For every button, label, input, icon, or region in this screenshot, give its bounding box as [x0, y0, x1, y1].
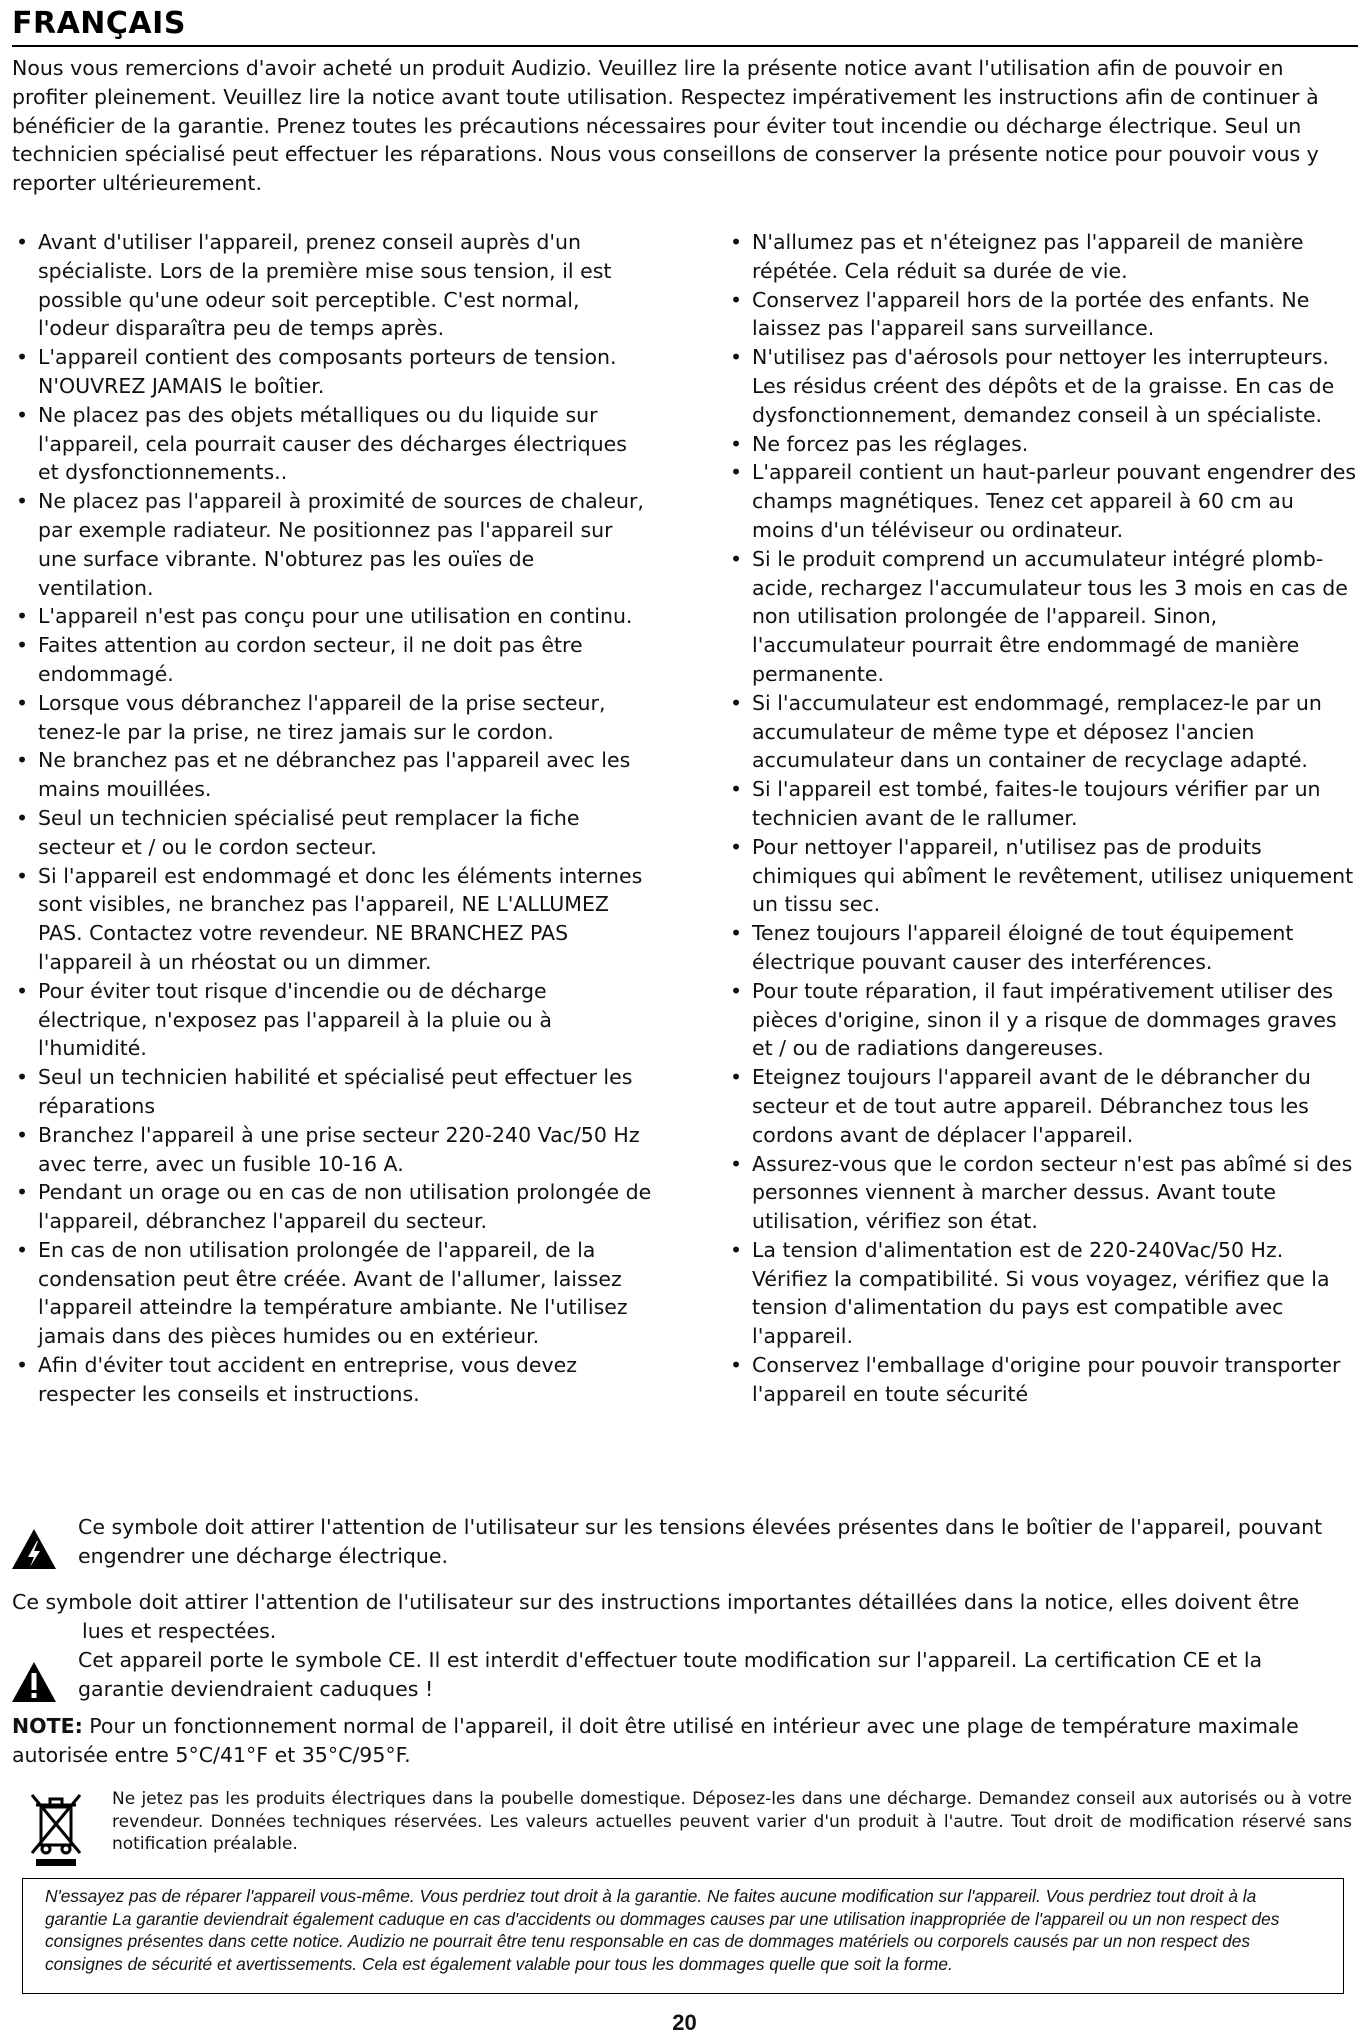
- warranty-box: [22, 1878, 1344, 1994]
- list-item: • Si l'appareil est tombé, faites-le toujours vérifier par un technicien avant de le rallumer.: [726, 775, 1356, 833]
- list-item: • Assurez-vous que le cordon secteur n'est pas abîmé si des personnes viennent à marcher dessus. Avant toute utilisation, vérifiez son état.: [726, 1150, 1356, 1236]
- list-item: • Faites attention au cordon secteur, il ne doit pas être endommagé.: [12, 631, 652, 689]
- list-item: • Tenez toujours l'appareil éloigné de tout équipement électrique pouvant causer des interférences.: [726, 919, 1356, 977]
- list-item: • Lorsque vous débranchez l'appareil de la prise secteur, tenez-le par la prise, ne tirez jamais sur le cordon.: [12, 689, 652, 747]
- note-label: NOTE:: [12, 1714, 83, 1738]
- instructions-notice: [12, 1588, 1352, 1646]
- note-paragraph: [12, 1712, 1352, 1770]
- list-item: • L'appareil contient un haut-parleur pouvant engendrer des champs magnétiques. Tenez cet appareil à 60 cm au moins d'un téléviseur ou ordinateur.: [726, 458, 1356, 544]
- note-text: Pour un fonctionnement normal de l'appareil, il doit être utilisé en intérieur avec une plage de température maximale autorisée entre 5°C/41°F et 35°C/95°F.: [12, 1714, 1299, 1767]
- instructions-text-line2: lues et respectées.: [82, 1618, 277, 1643]
- list-item: • Ne branchez pas et ne débranchez pas l'appareil avec les mains mouillées.: [12, 746, 652, 804]
- list-item: • Conservez l'appareil hors de la portée des enfants. Ne laissez pas l'appareil sans surveillance.: [726, 286, 1356, 344]
- list-item: • Ne placez pas des objets métalliques ou du liquide sur l'appareil, cela pourrait causer des décharges électriques et dysfonctionnements..: [12, 401, 652, 487]
- safety-list-right: [726, 228, 1356, 1409]
- page-title: FRANÇAIS: [12, 6, 186, 41]
- list-item: • Pour nettoyer l'appareil, n'utilisez pas de produits chimiques qui abîment le revêtement, utilisez uniquement un tissu sec.: [726, 833, 1356, 919]
- list-item: • Eteignez toujours l'appareil avant de le débrancher du secteur et de tout autre appareil. Débranchez tous les cordons avant de déplacer l'appareil.: [726, 1063, 1356, 1149]
- warranty-text: N'essayez pas de réparer l'appareil vous-même. Vous perdriez tout droit à la garantie. Ne faites aucune modification sur l'appareil. Vous perdriez tout droit à la garantie La garantie deviendrait également caduque en cas d'accidents ou dommages causes par une utilisation inappropriée de l'appareil ou un non respect des consignes présentes dans cette notice. Audizio ne pourrait être tenu responsable en cas de dommages matériels ou corporels causés par un non respect des consignes de sécurité et avertissements. Cela est également valable pour tous les dommages quelle que soit la forme.: [45, 1886, 1280, 1974]
- instructions-text-line1: Ce symbole doit attirer l'attention de l'utilisateur sur des instructions importantes détaillées dans la notice, elles doivent être: [12, 1590, 1300, 1614]
- disposal-text: Ne jetez pas les produits électriques dans la poubelle domestique. Déposez-les dans une décharge. Demandez conseil aux autorisés ou à votre revendeur. Données techniques réservées. Les valeurs actuelles peuvent varier d'un produit à l'autre. Tout droit de modification réservé sans notification préalable.: [112, 1789, 1352, 1854]
- safety-list-left: [12, 228, 652, 1409]
- list-item: • Afin d'éviter tout accident en entreprise, vous devez respecter les conseils et instructions.: [12, 1351, 652, 1409]
- list-item: • N'utilisez pas d'aérosols pour nettoyer les interrupteurs. Les résidus créent des dépôts et de la graisse. En cas de dysfonctionnement, demandez conseil à un spécialiste.: [726, 343, 1356, 429]
- exclamation-warning-icon: [10, 1660, 58, 1704]
- list-item: • Seul un technicien spécialisé peut remplacer la fiche secteur et / ou le cordon secteur.: [12, 804, 652, 862]
- ce-text: Cet appareil porte le symbole CE. Il est interdit d'effectuer toute modification sur l'appareil. La certification CE et la garantie deviendraient caduques !: [78, 1648, 1263, 1701]
- list-item: • Avant d'utiliser l'appareil, prenez conseil auprès d'un spécialiste. Lors de la première mise sous tension, il est possible qu'une odeur soit perceptible. C'est normal, l'odeur disparaîtra peu de temps après.: [12, 228, 652, 343]
- list-item: • Si l'accumulateur est endommagé, remplacez-le par un accumulateur de même type et déposez l'ancien accumulateur dans un container de recyclage adapté.: [726, 689, 1356, 775]
- lightning-warning-icon: [10, 1527, 58, 1571]
- list-item: • En cas de non utilisation prolongée de l'appareil, de la condensation peut être créée. Avant de l'allumer, laissez l'appareil atteindre la température ambiante. Ne l'utilisez jamais dans des pièces humides ou en extérieur.: [12, 1236, 652, 1351]
- list-item: • Ne forcez pas les réglages.: [726, 430, 1356, 459]
- high-voltage-notice: [8, 1513, 1358, 1573]
- title-divider: [12, 45, 1358, 47]
- weee-bin-icon: [26, 1787, 86, 1867]
- ce-notice: [8, 1646, 1358, 1706]
- intro-paragraph: Nous vous remercions d'avoir acheté un produit Audizio. Veuillez lire la présente notice avant l'utilisation afin de pouvoir en profiter pleinement. Veuillez lire la notice avant toute utilisation. Respectez impérativement les instructions afin de continuer à bénéficier de la garantie. Prenez toutes les précautions nécessaires pour éviter tout incendie ou décharge électrique. Seul un technicien spécialisé peut effectuer les réparations. Nous vous conseillons de conserver la présente notice pour pouvoir vous y reporter ultérieurement.: [12, 56, 1319, 196]
- list-item: • Branchez l'appareil à une prise secteur 220-240 Vac/50 Hz avec terre, avec un fusible 10-16 A.: [12, 1121, 652, 1179]
- page-number: 20: [672, 2010, 697, 2035]
- list-item: • L'appareil contient des composants porteurs de tension. N'OUVREZ JAMAIS le boîtier.: [12, 343, 652, 401]
- list-item: • Pour éviter tout risque d'incendie ou de décharge électrique, n'exposez pas l'appareil à la pluie ou à l'humidité.: [12, 977, 652, 1063]
- high-voltage-text: Ce symbole doit attirer l'attention de l'utilisateur sur les tensions élevées présentes dans le boîtier de l'appareil, pouvant engendrer une décharge électrique.: [78, 1515, 1323, 1568]
- list-item: • Si le produit comprend un accumulateur intégré plomb-acide, rechargez l'accumulateur tous les 3 mois en cas de non utilisation prolongée de l'appareil. Sinon, l'accumulateur pourrait être endommagé de manière permanente.: [726, 545, 1356, 689]
- list-item: • La tension d'alimentation est de 220-240Vac/50 Hz. Vérifiez la compatibilité. Si vous voyagez, vérifiez que la tension d'alimentation du pays est compatible avec l'appareil.: [726, 1236, 1356, 1351]
- list-item: • L'appareil n'est pas conçu pour une utilisation en continu.: [12, 602, 652, 631]
- list-item: • Pendant un orage ou en cas de non utilisation prolongée de l'appareil, débranchez l'appareil du secteur.: [12, 1178, 652, 1236]
- list-item: • Si l'appareil est endommagé et donc les éléments internes sont visibles, ne branchez pas l'appareil, NE L'ALLUMEZ PAS. Contactez votre revendeur. NE BRANCHEZ PAS l'appareil à un rhéostat ou un dimmer.: [12, 862, 652, 977]
- list-item: • Seul un technicien habilité et spécialisé peut effectuer les réparations: [12, 1063, 652, 1121]
- list-item: • Pour toute réparation, il faut impérativement utiliser des pièces d'origine, sinon il y a risque de dommages graves et / ou de radiations dangereuses.: [726, 977, 1356, 1063]
- list-item: • Conservez l'emballage d'origine pour pouvoir transporter l'appareil en toute sécurité: [726, 1351, 1356, 1409]
- list-item: • N'allumez pas et n'éteignez pas l'appareil de manière répétée. Cela réduit sa durée de vie.: [726, 228, 1356, 286]
- list-item: • Ne placez pas l'appareil à proximité de sources de chaleur, par exemple radiateur. Ne positionnez pas l'appareil sur une surface vibrante. N'obturez pas les ouïes de ventilation.: [12, 487, 652, 602]
